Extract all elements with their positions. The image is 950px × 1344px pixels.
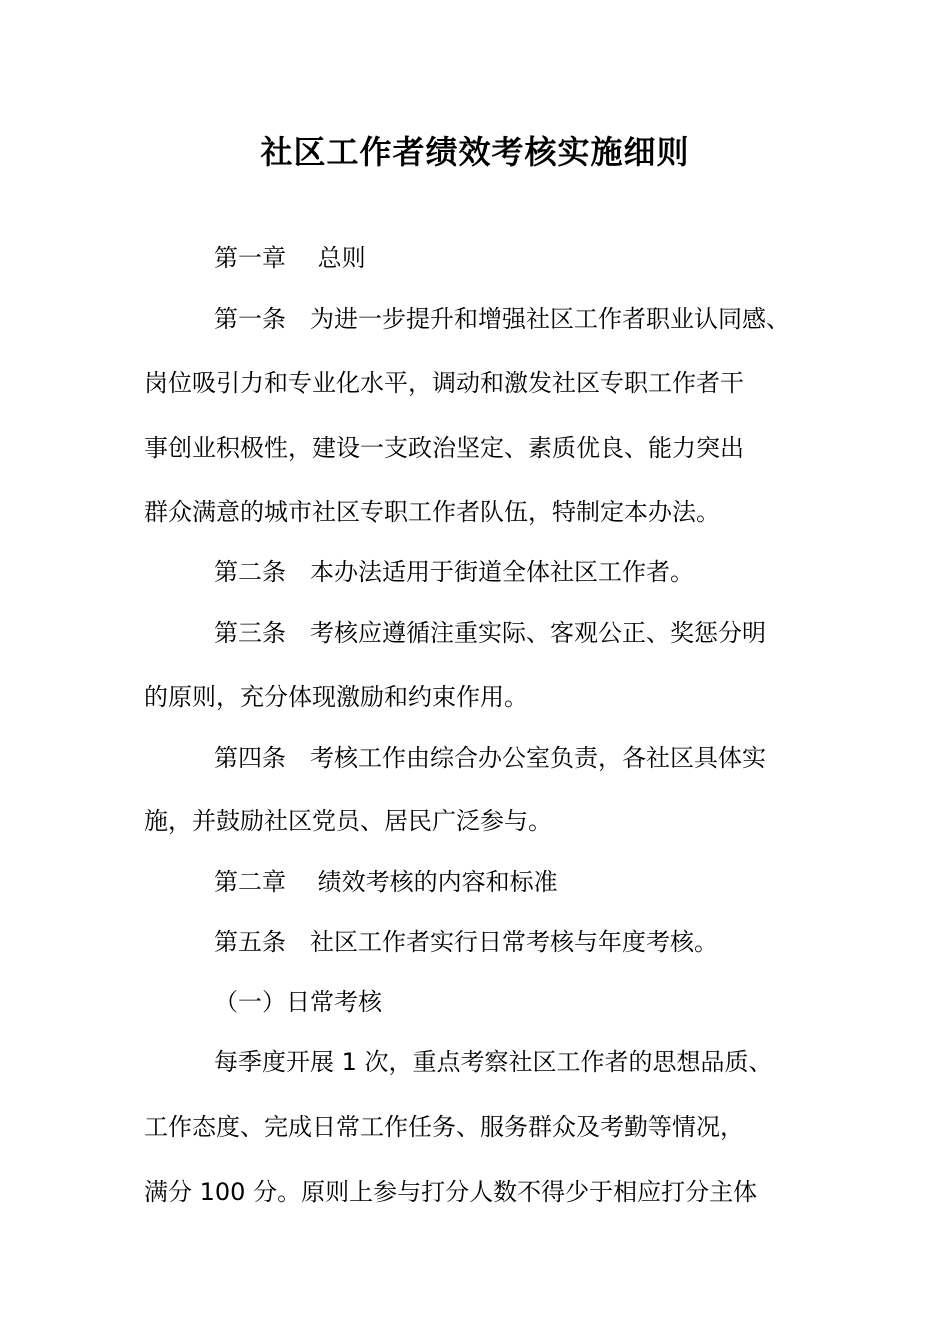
article-1-line-2: 岗位吸引力和专业化水平，调动和激发社区专职工作者干 [144, 369, 744, 397]
article-1-line-4: 群众满意的城市社区专职工作者队伍，特制定本办法。 [144, 498, 720, 526]
chapter-2-heading: 第二章 绩效考核的内容和标准 [214, 868, 558, 896]
article-1-line-3: 事创业积极性，建设一支政治坚定、素质优良、能力突出 [144, 434, 744, 462]
article-5-line-1: 第五条 社区工作者实行日常考核与年度考核。 [214, 928, 718, 956]
article-1-line-1: 第一条 为进一步提升和增强社区工作者职业认同感、 [214, 305, 790, 333]
article-3-line-1: 第三条 考核应遵循注重实际、客观公正、奖惩分明 [214, 619, 766, 647]
article-4-line-1: 第四条 考核工作由综合办公室负责，各社区具体实 [214, 744, 766, 772]
daily-assessment-line-1: 每季度开展 1 次，重点考察社区工作者的思想品质、 [214, 1048, 773, 1076]
section-daily-assessment-heading: （一）日常考核 [214, 988, 382, 1016]
chapter-1-heading: 第一章 总则 [214, 244, 366, 272]
daily-assessment-line-2: 工作态度、完成日常工作任务、服务群众及考勤等情况， [144, 1113, 744, 1141]
article-2-line-1: 第二条 本办法适用于街道全体社区工作者。 [214, 558, 694, 586]
article-3-line-2: 的原则，充分体现激励和约束作用。 [144, 683, 528, 711]
daily-assessment-line-3: 满分 100 分。原则上参与打分人数不得少于相应打分主体 [144, 1178, 758, 1206]
article-4-line-2: 施，并鼓励社区党员、居民广泛参与。 [144, 807, 552, 835]
document-title: 社区工作者绩效考核实施细则 [260, 133, 690, 171]
